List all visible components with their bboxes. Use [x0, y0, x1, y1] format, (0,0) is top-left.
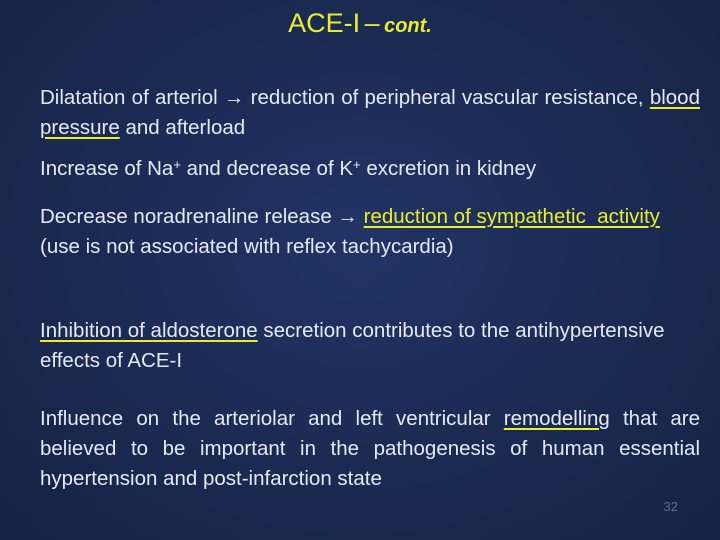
point-noradrenaline-highlight: reduction of sympathetic activity [363, 205, 660, 228]
title-subtitle: cont. [384, 15, 432, 37]
point-electrolytes [40, 154, 700, 184]
page-number: 32 [663, 499, 678, 514]
point-noradrenaline-text-a: Decrease noradrenaline release [40, 205, 332, 228]
point-remodelling [40, 404, 700, 494]
point-dilatation-text-a: Dilatation of arteriol [40, 86, 218, 109]
point-electrolytes-text-c: excretion in kidney [366, 157, 537, 180]
sodium-charge: + [173, 157, 181, 172]
point-dilatation-text-b: reduction of peripheral vascular resistance, [250, 86, 644, 109]
point-aldosterone-text-b: secretion contributes to the antihypertensive effects of ACE-I [40, 319, 665, 372]
point-remodelling-highlight: remodelling [503, 407, 610, 430]
point-noradrenaline-text-c: (use is not associated with reflex tachycardia) [40, 235, 454, 258]
arrow-icon: → [337, 205, 358, 228]
point-aldosterone-highlight: Inhibition of aldosterone [40, 319, 258, 342]
point-dilatation [40, 83, 700, 143]
title-main: ACE-I [288, 8, 361, 38]
title-dash: – [364, 8, 380, 38]
point-aldosterone [40, 316, 700, 376]
arrow-icon: → [223, 86, 245, 109]
point-dilatation-text-d: and afterload [125, 116, 246, 139]
point-noradrenaline [40, 202, 700, 262]
point-electrolytes-text-a: Increase of Na [40, 157, 174, 180]
potassium-charge: + [353, 157, 361, 172]
point-remodelling-text-a: Influence on the arteriolar and left ventricular [40, 407, 491, 430]
slide-title [0, 8, 720, 39]
point-remodelling-text-c: that are believed to be important in the pathogenesis of human essential hypertension and post-infarction state [40, 407, 700, 490]
point-electrolytes-text-b: and decrease of K [186, 157, 354, 180]
point-dilatation-highlight: blood pressure [40, 86, 700, 139]
